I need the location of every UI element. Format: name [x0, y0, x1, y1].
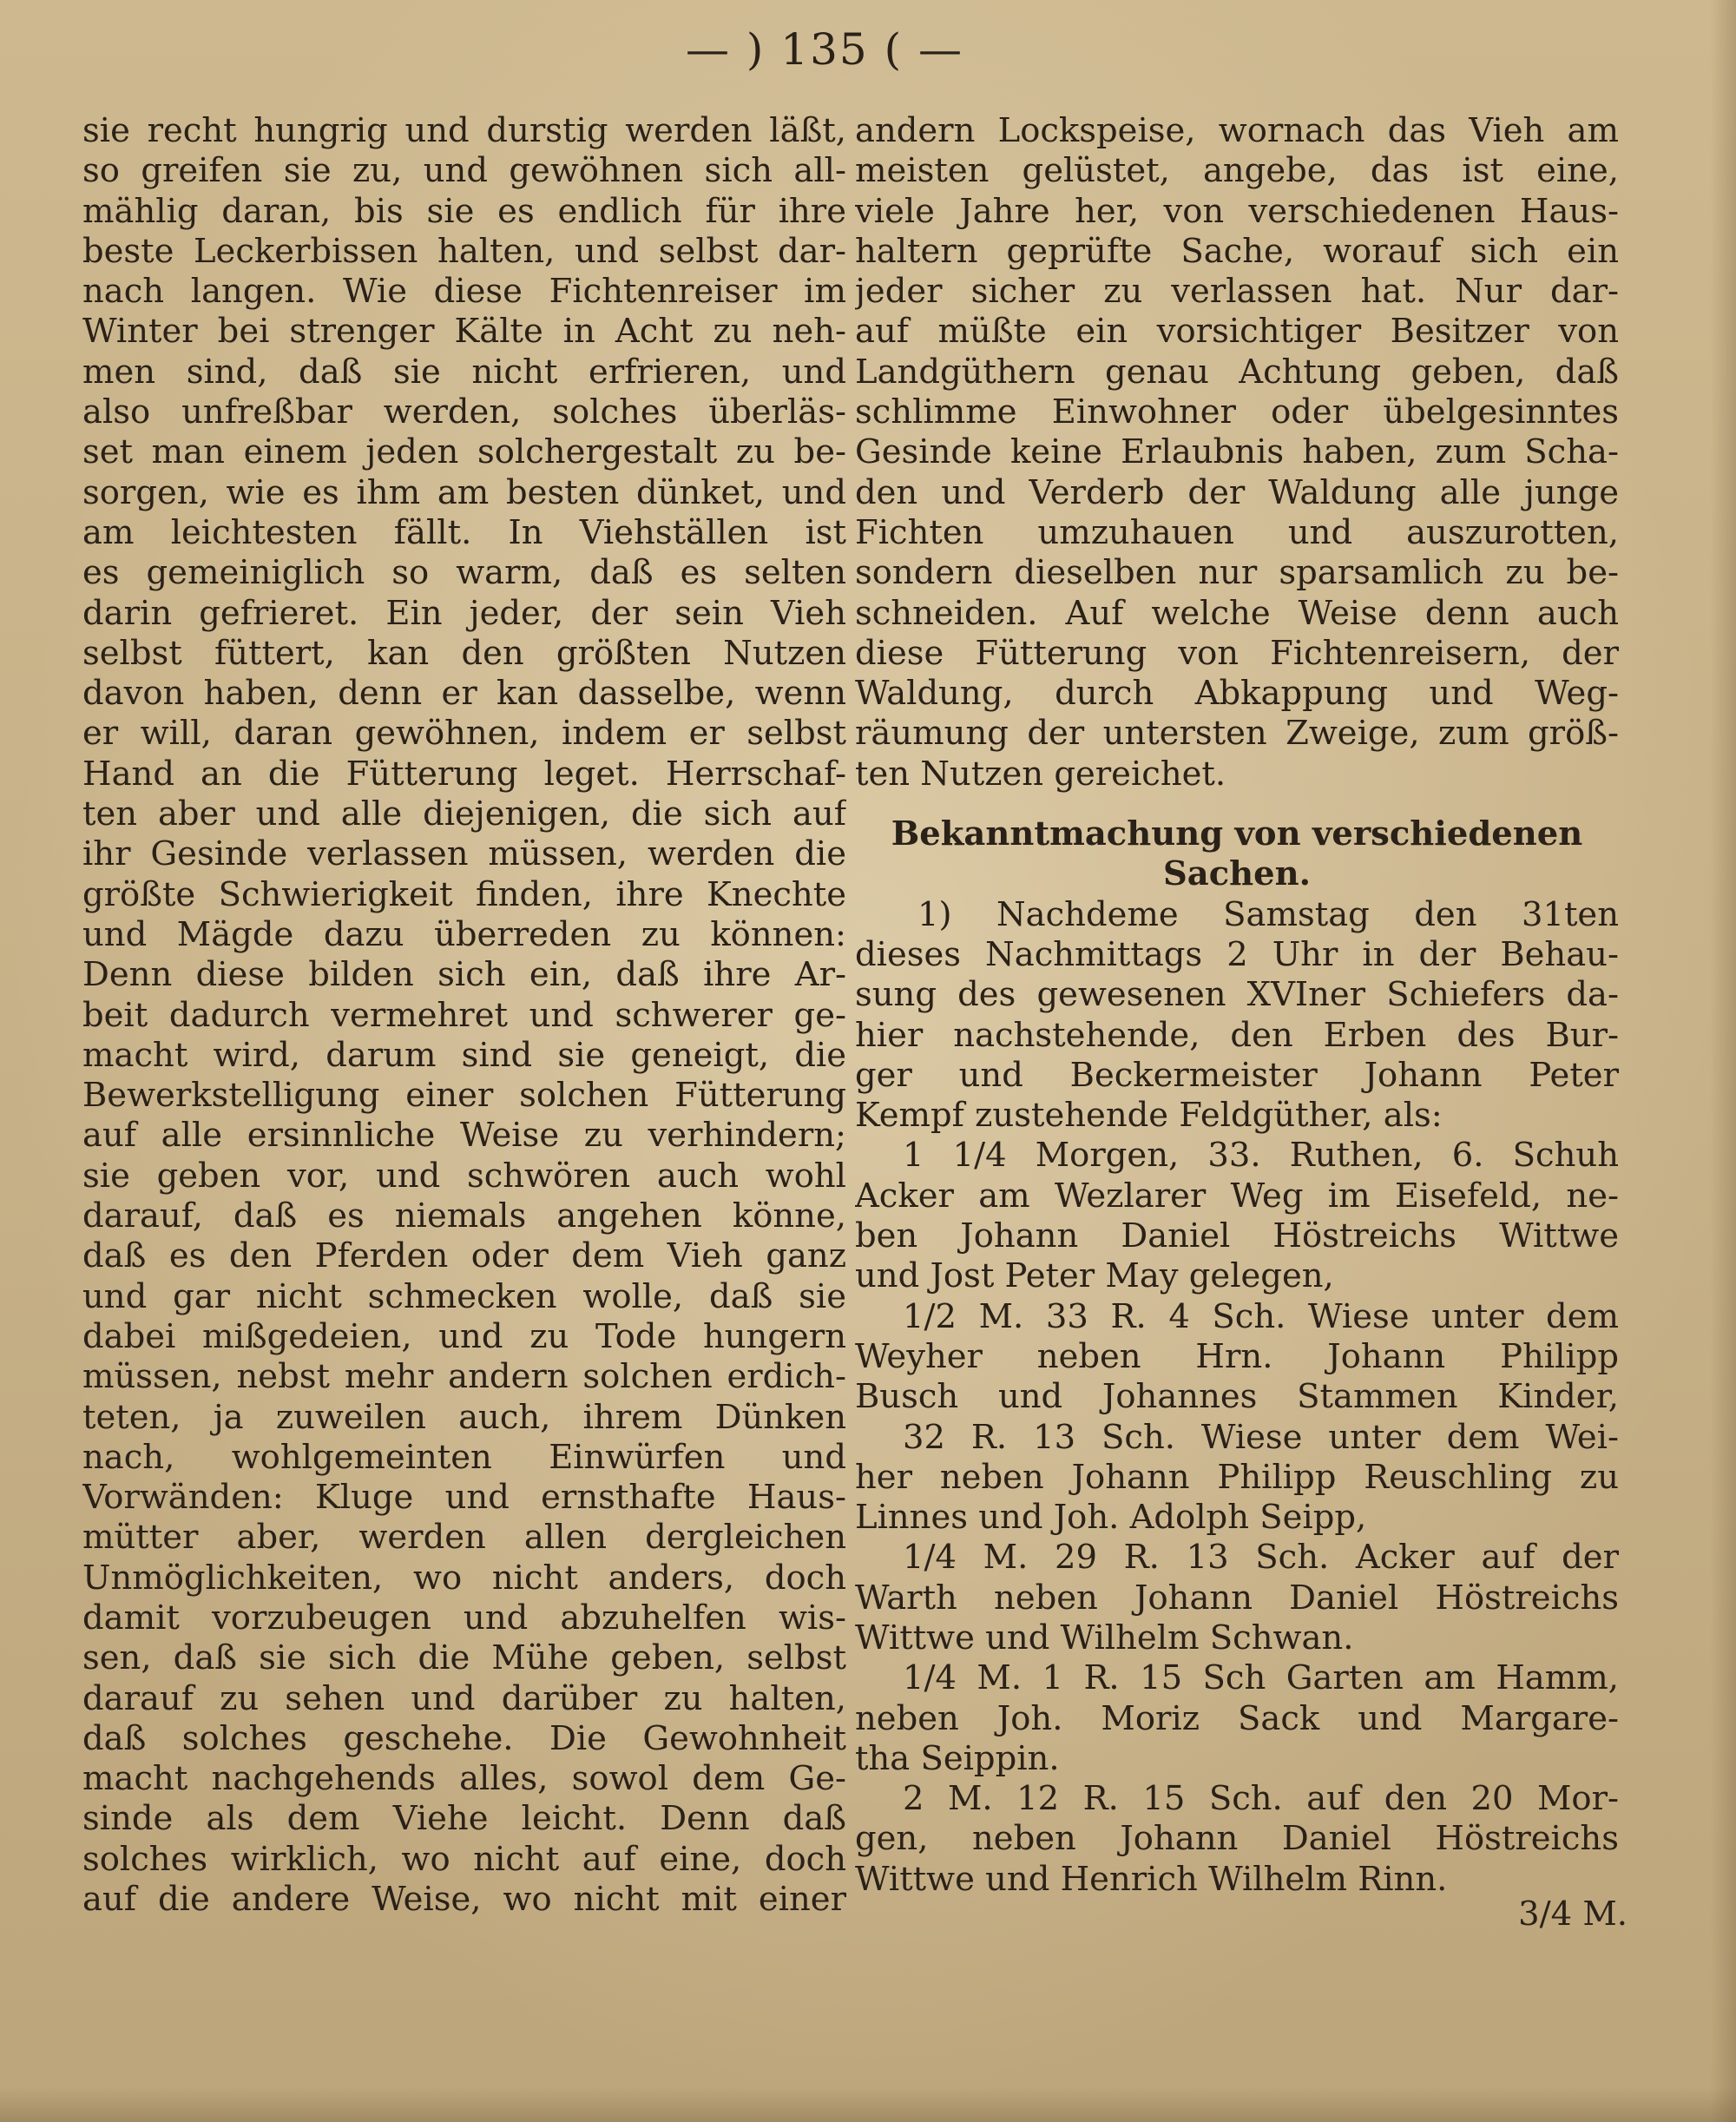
- text-line: also unfreßbar werden, solches überläs-: [82, 392, 846, 432]
- page-number: — ) 135 ( —: [685, 24, 964, 75]
- text-line: Denn diese bilden sich ein, daß ihre Ar-: [82, 955, 846, 995]
- text-line: mählig daran, bis sie es endlich für ihre: [82, 191, 846, 231]
- text-line: gen, neben Johann Daniel Höstreichs: [855, 1819, 1619, 1859]
- text-line: Wittwe und Wilhelm Schwan.: [855, 1618, 1354, 1657]
- text-line: sen, daß sie sich die Mühe geben, selbst: [82, 1638, 846, 1678]
- text-line: dieses Nachmittags 2 Uhr in der Behau-: [855, 934, 1619, 974]
- text-line: sie geben vor, und schwören auch wohl: [82, 1156, 846, 1196]
- text-line: sorgen, wie es ihm am besten dünket, und: [82, 472, 846, 512]
- text-line: 1/4 M. 29 R. 13 Sch. Acker auf der: [903, 1538, 1619, 1578]
- text-line: darin gefrieret. Ein jeder, der sein Vieh: [82, 593, 846, 633]
- text-line: am leichtesten fällt. In Viehställen ist: [82, 512, 846, 552]
- text-line: schlimme Einwohner oder übelgesinntes: [855, 392, 1619, 432]
- text-line: größte Schwierigkeit finden, ihre Knechte: [82, 874, 846, 914]
- text-line: tha Seippin.: [855, 1738, 1060, 1778]
- right-column: [855, 111, 1619, 1900]
- text-line: set man einem jeden solchergestalt zu be-: [82, 432, 846, 472]
- text-line: sung des gewesenen XVIner Schiefers da-: [855, 975, 1619, 1015]
- text-line: und gar nicht schmecken wolle, daß sie: [82, 1276, 846, 1316]
- text-line: Landgüthern genau Achtung geben, daß: [855, 352, 1619, 392]
- section-heading: Bekanntmachung von verschiedenen: [891, 814, 1583, 854]
- text-line: haltern geprüfte Sache, worauf sich ein: [855, 231, 1619, 271]
- text-line: Linnes und Joh. Adolph Seipp,: [855, 1498, 1367, 1538]
- text-line: jeder sicher zu verlassen hat. Nur dar-: [855, 272, 1619, 312]
- text-line: er will, daran gewöhnen, indem er selbst: [82, 714, 846, 754]
- text-line: und Jost Peter May gelegen,: [855, 1256, 1334, 1296]
- text-line: Wittwe und Henrich Wilhelm Rinn.: [855, 1859, 1448, 1899]
- text-line: her neben Johann Philipp Reuschling zu: [855, 1457, 1619, 1497]
- text-line: meisten gelüstet, angebe, das ist eine,: [855, 151, 1619, 191]
- text-line: so greifen sie zu, und gewöhnen sich all-: [82, 151, 846, 191]
- text-line: diese Fütterung von Fichtenreisern, der: [855, 633, 1619, 673]
- text-line: 1) Nachdeme Samstag den 31ten: [917, 894, 1619, 934]
- text-line: neben Joh. Moriz Sack und Margare-: [855, 1698, 1619, 1738]
- text-line: darauf, daß es niemals angehen könne,: [82, 1196, 846, 1236]
- text-line: und Mägde dazu überreden zu können:: [82, 914, 846, 954]
- text-line: beit dadurch vermehret und schwerer ge-: [82, 995, 846, 1035]
- text-line: müssen, nebst mehr andern solchen erdich-: [82, 1357, 846, 1397]
- text-line: 32 R. 13 Sch. Wiese unter dem Wei-: [903, 1417, 1619, 1457]
- catchword: 3/4 M.: [1518, 1895, 1628, 1934]
- text-line: auf die andere Weise, wo nicht mit einer: [82, 1880, 846, 1920]
- text-line: viele Jahre her, von verschiedenen Haus-: [855, 191, 1619, 231]
- text-line: Unmöglichkeiten, wo nicht anders, doch: [82, 1558, 846, 1598]
- text-line: selbst füttert, kan den größten Nutzen: [82, 633, 846, 673]
- page-edge-shadow: [1710, 0, 1736, 2122]
- text-line: sie recht hungrig und durstig werden läßt,: [82, 111, 846, 150]
- text-line: Bewerkstelligung einer solchen Fütterung: [82, 1076, 846, 1116]
- text-line: Busch und Johannes Stammen Kinder,: [855, 1377, 1619, 1417]
- text-line: Fichten umzuhauen und auszurotten,: [855, 512, 1619, 552]
- text-line: macht wird, darum sind sie geneigt, die: [82, 1035, 846, 1075]
- text-line: 1/2 M. 33 R. 4 Sch. Wiese unter dem: [903, 1296, 1619, 1336]
- text-line: hier nachstehende, den Erben des Bur-: [855, 1015, 1619, 1055]
- section-heading: Sachen.: [1162, 854, 1312, 894]
- text-line: ben Johann Daniel Höstreichs Wittwe: [855, 1216, 1619, 1256]
- text-line: Warth neben Johann Daniel Höstreichs: [855, 1578, 1619, 1618]
- text-line: ger und Beckermeister Johann Peter: [855, 1055, 1619, 1095]
- text-line: andern Lockspeise, wornach das Vieh am: [855, 111, 1619, 150]
- text-line: Hand an die Fütterung leget. Herrschaf-: [82, 754, 846, 794]
- text-line: Vorwänden: Kluge und ernsthafte Haus-: [82, 1478, 846, 1518]
- spacer: [855, 794, 1619, 814]
- text-line: dabei mißgedeien, und zu Tode hungern: [82, 1316, 846, 1356]
- text-line: daß es den Pferden oder dem Vieh ganz: [82, 1236, 846, 1276]
- text-line: den und Verderb der Waldung alle junge: [855, 472, 1619, 512]
- text-line: sinde als dem Viehe leicht. Denn daß: [82, 1799, 846, 1839]
- text-line: 2 M. 12 R. 15 Sch. auf den 20 Mor-: [903, 1779, 1619, 1819]
- text-line: Weyher neben Hrn. Johann Philipp: [855, 1336, 1619, 1376]
- text-line: ihr Gesinde verlassen müssen, werden die: [82, 834, 846, 874]
- text-line: macht nachgehends alles, sowol dem Ge-: [82, 1759, 846, 1799]
- text-line: es gemeiniglich so warm, daß es selten: [82, 553, 846, 593]
- text-line: schneiden. Auf welche Weise denn auch: [855, 593, 1619, 633]
- text-line: davon haben, denn er kan dasselbe, wenn: [82, 674, 846, 714]
- text-line: Gesinde keine Erlaubnis haben, zum Scha-: [855, 432, 1619, 472]
- text-line: daß solches geschehe. Die Gewohnheit: [82, 1718, 846, 1758]
- text-line: Acker am Wezlarer Weg im Eisefeld, ne-: [855, 1176, 1619, 1216]
- text-line: räumung der untersten Zweige, zum größ-: [855, 714, 1619, 754]
- text-line: darauf zu sehen und darüber zu halten,: [82, 1678, 846, 1718]
- text-line: 1 1/4 Morgen, 33. Ruthen, 6. Schuh: [903, 1136, 1619, 1176]
- text-line: damit vorzubeugen und abzuhelfen wis-: [82, 1598, 846, 1638]
- text-line: nach langen. Wie diese Fichtenreiser im: [82, 272, 846, 312]
- text-line: men sind, daß sie nicht erfrieren, und: [82, 352, 846, 392]
- left-column: [82, 111, 846, 1920]
- text-line: teten, ja zuweilen auch, ihrem Dünken: [82, 1397, 846, 1437]
- text-line: sondern dieselben nur sparsamlich zu be-: [855, 553, 1619, 593]
- text-line: mütter aber, werden allen dergleichen: [82, 1518, 846, 1558]
- text-line: auf alle ersinnliche Weise zu verhindern;: [82, 1116, 846, 1156]
- text-line: ten Nutzen gereichet.: [855, 754, 1226, 794]
- text-line: auf müßte ein vorsichtiger Besitzer von: [855, 312, 1619, 352]
- text-line: nach, wohlgemeinten Einwürfen und: [82, 1437, 846, 1477]
- text-line: Kempf zustehende Feldgüther, als:: [855, 1096, 1443, 1136]
- text-line: Winter bei strenger Kälte in Acht zu neh-: [82, 312, 846, 352]
- text-line: ten aber und alle diejenigen, die sich auf: [82, 794, 846, 834]
- text-line: 1/4 M. 1 R. 15 Sch Garten am Hamm,: [903, 1658, 1619, 1698]
- page-bottom-shadow: [0, 2087, 1736, 2122]
- text-line: Waldung, durch Abkappung und Weg-: [855, 674, 1619, 714]
- text-line: beste Leckerbissen halten, und selbst dar-: [82, 231, 846, 271]
- text-line: solches wirklich, wo nicht auf eine, doch: [82, 1839, 846, 1879]
